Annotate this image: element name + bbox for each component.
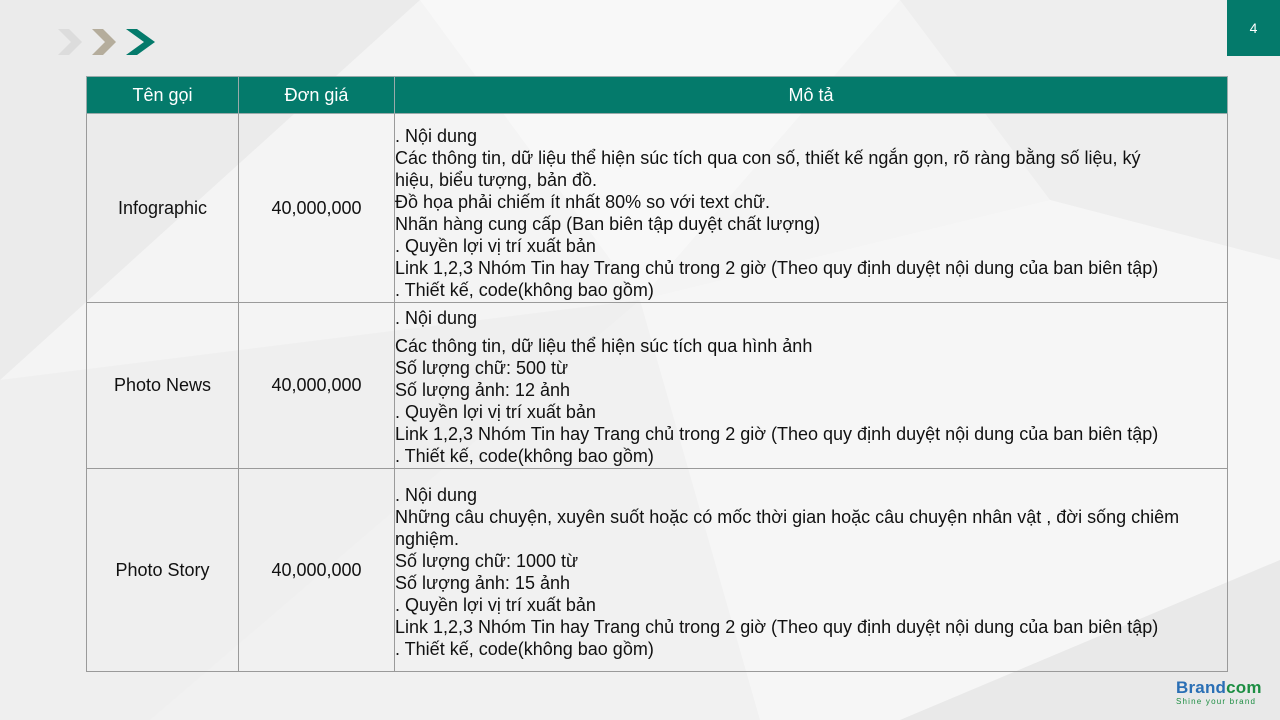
description-line: Các thông tin, dữ liệu thể hiện súc tích qua hình ảnh [395,336,813,356]
table-row [87,303,1228,469]
description-line: . Thiết kế, code(không bao gồm) [395,280,654,300]
chevron-arrows-icon [58,29,158,55]
description-line: Số lượng ảnh: 15 ảnh [395,572,570,593]
description-line: . Nội dung [395,308,478,328]
description-line: . Nội dung [395,484,478,505]
logo-com-text: com [1226,678,1262,697]
description-line: . Thiết kế, code(không bao gồm) [395,446,654,466]
header-name: Tên gọi [87,77,239,114]
description-line: Link 1,2,3 Nhóm Tin hay Trang chủ trong 2 giờ (Theo quy định duyệt nội dung của ban biên tập) [395,616,1159,637]
description-line: Các thông tin, dữ liệu thể hiện súc tích qua con số, thiết kế ngắn gọn, rõ ràng bằng số liệu, ký [395,148,1141,168]
description-line: Đồ họa phải chiếm ít nhất 80% so với text chữ. [395,192,771,212]
product-name: Photo Story [87,469,239,672]
table-row [87,469,1228,672]
product-price: 40,000,000 [239,469,395,672]
description-line: Số lượng chữ: 1000 từ [395,550,579,571]
description-line: . Thiết kế, code(không bao gồm) [395,638,654,659]
logo-tagline: Shine your brand [1176,697,1257,706]
pricing-table [86,76,1228,672]
description-line: . Quyền lợi vị trí xuất bản [395,236,596,256]
product-description [395,114,1228,303]
table-header-row [87,77,1228,114]
product-description [395,469,1228,672]
brandcom-logo [1176,678,1262,706]
description-line: Số lượng ảnh: 12 ảnh [395,380,570,400]
product-price: 40,000,000 [239,114,395,303]
description-line: Link 1,2,3 Nhóm Tin hay Trang chủ trong 2 giờ (Theo quy định duyệt nội dung của ban biên tập) [395,258,1159,278]
logo-brand-text: Brand [1176,678,1227,697]
header-description: Mô tả [395,77,1228,114]
description-line: Những câu chuyện, xuyên suốt hoặc có mốc thời gian hoặc câu chuyện nhân vật , đời sống chiêm [395,506,1180,527]
logo-wordmark [1176,678,1262,698]
page-number: 4 [1227,0,1280,56]
description-line: Nhãn hàng cung cấp (Ban biên tập duyệt chất lượng) [395,214,821,234]
description-line: nghiệm. [395,528,460,549]
product-description [395,303,1228,469]
header-price: Đơn giá [239,77,395,114]
product-name: Photo News [87,303,239,469]
product-name: Infographic [87,114,239,303]
description-line: Số lượng chữ: 500 từ [395,358,569,378]
description-line: Link 1,2,3 Nhóm Tin hay Trang chủ trong 2 giờ (Theo quy định duyệt nội dung của ban biên tập) [395,424,1159,444]
description-line: . Nội dung [395,126,478,146]
product-price: 40,000,000 [239,303,395,469]
description-line: . Quyền lợi vị trí xuất bản [395,594,596,615]
description-line: . Quyền lợi vị trí xuất bản [395,402,596,422]
table-row [87,114,1228,303]
description-line: hiệu, biểu tượng, bản đồ. [395,170,597,190]
